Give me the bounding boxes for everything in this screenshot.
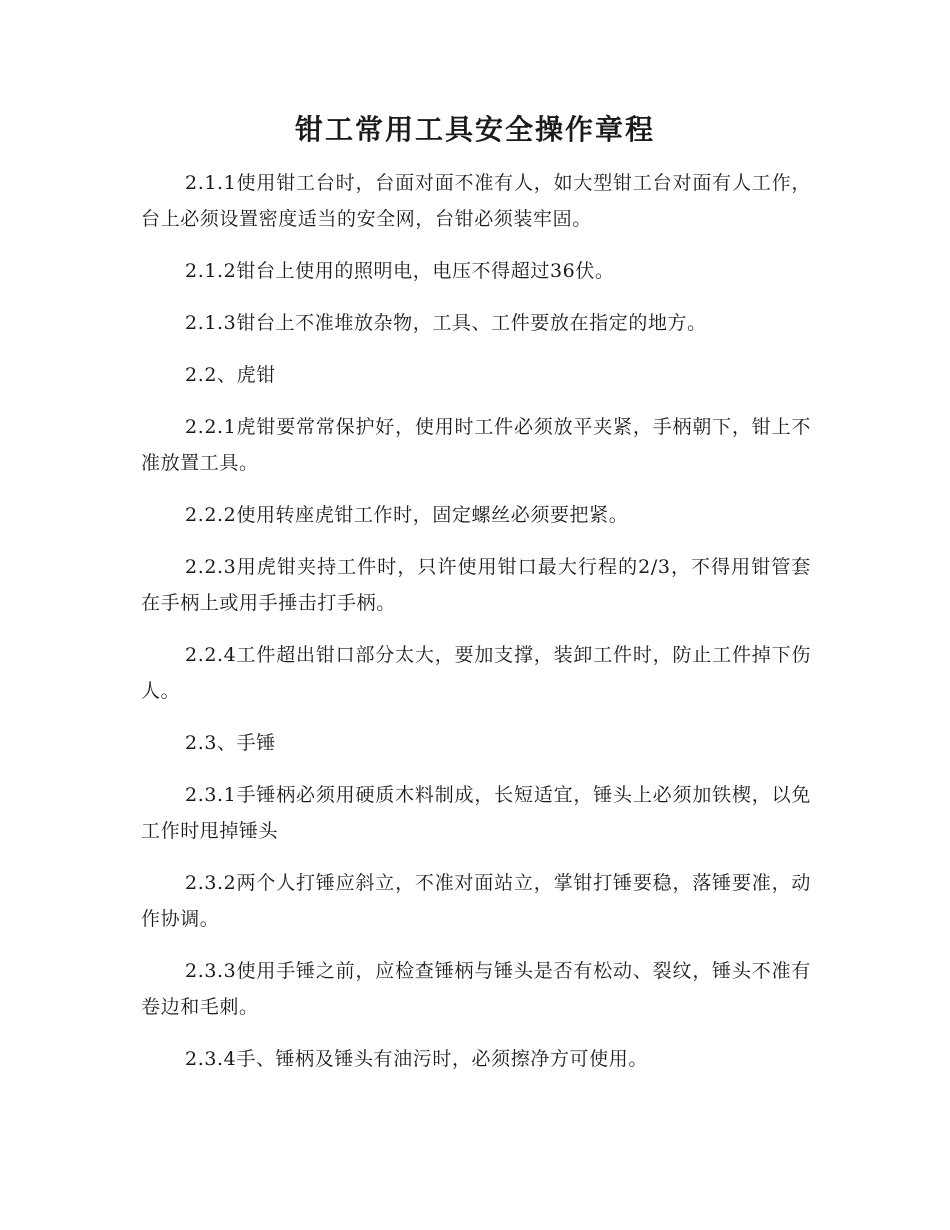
document-body (141, 165, 811, 1093)
document-title: 钳工常用工具安全操作章程 (294, 113, 655, 146)
paragraph-2-3-2: 2.3.2两个人打锤应斜立，不准对面站立，掌钳打锤要稳，落锤要准，动作协调。 (141, 872, 811, 930)
paragraph-2-1-2: 2.1.2钳台上使用的照明电，电压不得超过36伏。 (185, 260, 615, 282)
paragraph-2-2-3: 2.2.3用虎钳夹持工件时，只许使用钳口最大行程的2/3，不得用钳管套在手柄上或用手捶击打手柄。 (141, 556, 811, 614)
section-heading-vise: 2.2、虎钳 (185, 364, 276, 386)
paragraph-2-3-4: 2.3.4手、锤柄及锤头有油污时，必须擦净方可使用。 (185, 1048, 648, 1070)
section-heading-hammer: 2.3、手锤 (185, 732, 276, 754)
paragraph-2-3-1: 2.3.1手锤柄必须用硬质木料制成，长短适宜，锤头上必须加铁楔，以免工作时甩掉锤头 (141, 784, 811, 842)
paragraph-2-1-1: 2.1.1使用钳工台时，台面对面不准有人，如大型钳工台对面有人工作，台上必须设置密度适当的安全网，台钳必须装牢固。 (141, 172, 811, 230)
paragraph-2-2-4: 2.2.4工件超出钳口部分太大，要加支撑，装卸工件时，防止工件掉下伤人。 (141, 644, 811, 702)
paragraph-2-2-2: 2.2.2使用转座虎钳工作时，固定螺丝必须要把紧。 (185, 504, 629, 526)
paragraph-2-2-1: 2.2.1虎钳要常常保护好，使用时工件必须放平夹紧，手柄朝下，钳上不准放置工具。 (141, 416, 811, 474)
paragraph-2-3-3: 2.3.3使用手锤之前，应检查锤柄与锤头是否有松动、裂纹，锤头不准有卷边和毛刺。 (141, 960, 811, 1018)
paragraph-2-1-3: 2.1.3钳台上不准堆放杂物，工具、工件要放在指定的地方。 (185, 312, 707, 334)
